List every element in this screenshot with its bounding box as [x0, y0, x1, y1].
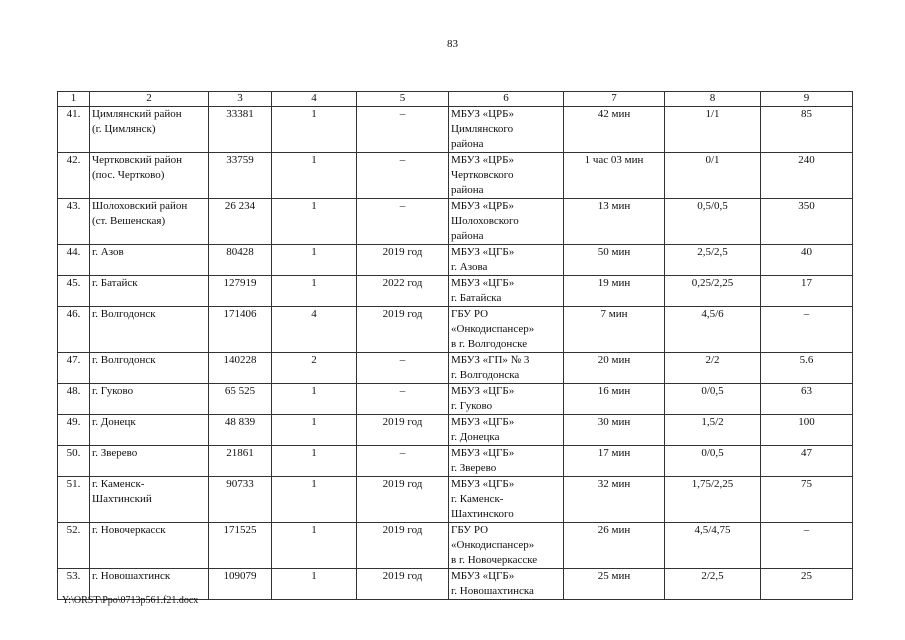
cell-count: 1: [272, 569, 357, 600]
cell-number: 42.: [58, 153, 90, 199]
cell-ratio: 0/0,5: [665, 384, 761, 415]
cell-line: г. Волгодонск: [92, 354, 156, 366]
cell-line: Шахтинского: [451, 508, 514, 520]
cell-population: 48 839: [209, 415, 272, 446]
cell-ratio: 1,5/2: [665, 415, 761, 446]
cell-year: –: [357, 199, 449, 245]
column-header: 1: [58, 92, 90, 107]
cell-line: ГБУ РО: [451, 308, 489, 320]
cell-line: г. Азов: [92, 246, 124, 258]
cell-line: г. Каменск-: [451, 493, 504, 505]
cell-time: 17 мин: [564, 446, 665, 477]
cell-line: «Онкодиспансер»: [451, 323, 535, 335]
cell-population: 90733: [209, 477, 272, 523]
cell-time: 50 мин: [564, 245, 665, 276]
cell-line: района: [451, 184, 484, 196]
cell-line: Шолоховского: [451, 215, 519, 227]
column-header: 6: [449, 92, 564, 107]
cell-value: 75: [761, 477, 853, 523]
cell-area: [90, 446, 209, 477]
cell-institution: [449, 477, 564, 523]
table-row: [58, 353, 853, 384]
cell-population: 140228: [209, 353, 272, 384]
cell-number: 46.: [58, 307, 90, 353]
cell-line: г. Гуково: [92, 385, 134, 397]
cell-number: 44.: [58, 245, 90, 276]
table-row: [58, 415, 853, 446]
cell-line: Чертковского: [451, 169, 514, 181]
cell-area: [90, 153, 209, 199]
cell-line: Шахтинский: [92, 493, 152, 505]
cell-count: 1: [272, 384, 357, 415]
cell-year: 2019 год: [357, 415, 449, 446]
cell-count: 1: [272, 153, 357, 199]
cell-count: 1: [272, 446, 357, 477]
table-row: [58, 523, 853, 569]
column-header: 9: [761, 92, 853, 107]
page-number: 83: [447, 38, 458, 50]
cell-time: 26 мин: [564, 523, 665, 569]
cell-line: МБУЗ «ЦГБ»: [451, 385, 515, 397]
cell-line: г. Новошахтинска: [451, 585, 534, 597]
cell-year: 2019 год: [357, 245, 449, 276]
cell-area: [90, 107, 209, 153]
cell-line: МБУЗ «ЦГБ»: [451, 246, 515, 258]
cell-institution: [449, 353, 564, 384]
cell-population: 65 525: [209, 384, 272, 415]
cell-time: 1 час 03 мин: [564, 153, 665, 199]
cell-number: 48.: [58, 384, 90, 415]
column-header: 7: [564, 92, 665, 107]
cell-line: МБУЗ «ЦРБ»: [451, 154, 514, 166]
table-row: [58, 446, 853, 477]
data-table: [57, 91, 853, 600]
cell-value: 47: [761, 446, 853, 477]
cell-line: МБУЗ «ЦГБ»: [451, 478, 515, 490]
cell-line: района: [451, 230, 484, 242]
cell-year: 2022 год: [357, 276, 449, 307]
column-header: 5: [357, 92, 449, 107]
cell-year: –: [357, 446, 449, 477]
cell-number: 49.: [58, 415, 90, 446]
cell-line: в г. Волгодонске: [451, 338, 528, 350]
cell-value: 5.6: [761, 353, 853, 384]
cell-line: МБУЗ «ЦГБ»: [451, 570, 515, 582]
cell-line: МБУЗ «ЦГБ»: [451, 277, 515, 289]
cell-line: (г. Цимлянск): [92, 123, 156, 135]
cell-ratio: 1/1: [665, 107, 761, 153]
cell-institution: [449, 415, 564, 446]
cell-population: 21861: [209, 446, 272, 477]
file-path-footer: Y:\ORST\Ppo\0713p561.f21.docx: [62, 595, 199, 606]
cell-line: района: [451, 138, 484, 150]
cell-count: 1: [272, 107, 357, 153]
cell-area: [90, 415, 209, 446]
cell-count: 1: [272, 415, 357, 446]
cell-line: в г. Новочеркасске: [451, 554, 538, 566]
cell-population: 171525: [209, 523, 272, 569]
column-header: 3: [209, 92, 272, 107]
cell-population: 33759: [209, 153, 272, 199]
cell-line: г. Каменск-: [92, 478, 145, 490]
cell-time: 13 мин: [564, 199, 665, 245]
cell-time: 20 мин: [564, 353, 665, 384]
cell-line: Чертковский район: [92, 154, 183, 166]
table-body: [58, 107, 853, 600]
cell-line: г. Новочеркасск: [92, 524, 166, 536]
cell-year: 2019 год: [357, 307, 449, 353]
column-header: 2: [90, 92, 209, 107]
cell-value: 100: [761, 415, 853, 446]
cell-value: 240: [761, 153, 853, 199]
table-row: [58, 245, 853, 276]
cell-line: г. Зверево: [92, 447, 138, 459]
cell-area: [90, 245, 209, 276]
cell-ratio: 0/0,5: [665, 446, 761, 477]
cell-institution: [449, 446, 564, 477]
cell-line: ГБУ РО: [451, 524, 489, 536]
cell-time: 16 мин: [564, 384, 665, 415]
cell-area: [90, 523, 209, 569]
cell-value: 40: [761, 245, 853, 276]
cell-ratio: 4,5/4,75: [665, 523, 761, 569]
cell-ratio: 0,25/2,25: [665, 276, 761, 307]
cell-institution: [449, 569, 564, 600]
cell-line: МБУЗ «ЦРБ»: [451, 200, 514, 212]
cell-ratio: 0/1: [665, 153, 761, 199]
cell-time: 30 мин: [564, 415, 665, 446]
cell-line: Цимлянский район: [92, 108, 182, 120]
cell-population: 127919: [209, 276, 272, 307]
cell-line: г. Батайск: [92, 277, 138, 289]
cell-institution: [449, 245, 564, 276]
cell-value: 17: [761, 276, 853, 307]
cell-number: 50.: [58, 446, 90, 477]
cell-line: МБУЗ «ЦГБ»: [451, 416, 515, 428]
cell-count: 2: [272, 353, 357, 384]
cell-count: 1: [272, 477, 357, 523]
cell-area: [90, 477, 209, 523]
cell-line: (пос. Чертково): [92, 169, 165, 181]
cell-year: 2019 год: [357, 523, 449, 569]
cell-year: 2019 год: [357, 477, 449, 523]
cell-institution: [449, 153, 564, 199]
cell-line: г. Донецк: [92, 416, 136, 428]
table-row: [58, 153, 853, 199]
cell-institution: [449, 199, 564, 245]
cell-year: –: [357, 153, 449, 199]
cell-line: МБУЗ «ЦГБ»: [451, 447, 515, 459]
cell-ratio: 1,75/2,25: [665, 477, 761, 523]
cell-year: –: [357, 384, 449, 415]
cell-time: 32 мин: [564, 477, 665, 523]
cell-value: –: [761, 307, 853, 353]
cell-time: 19 мин: [564, 276, 665, 307]
cell-line: г. Волгодонск: [92, 308, 156, 320]
column-header: 8: [665, 92, 761, 107]
cell-value: 25: [761, 569, 853, 600]
cell-line: «Онкодиспансер»: [451, 539, 535, 551]
cell-value: 350: [761, 199, 853, 245]
table-row: [58, 199, 853, 245]
cell-area: [90, 276, 209, 307]
cell-ratio: 2/2: [665, 353, 761, 384]
cell-number: 52.: [58, 523, 90, 569]
cell-institution: [449, 276, 564, 307]
cell-number: 43.: [58, 199, 90, 245]
cell-line: г. Гуково: [451, 400, 493, 412]
cell-count: 1: [272, 276, 357, 307]
cell-line: г. Батайска: [451, 292, 502, 304]
cell-line: г. Новошахтинск: [92, 570, 171, 582]
cell-line: МБУЗ «ЦРБ»: [451, 108, 514, 120]
cell-population: 109079: [209, 569, 272, 600]
cell-area: [90, 353, 209, 384]
cell-population: 26 234: [209, 199, 272, 245]
column-header: 4: [272, 92, 357, 107]
cell-area: [90, 199, 209, 245]
cell-value: 63: [761, 384, 853, 415]
cell-year: –: [357, 107, 449, 153]
cell-ratio: 4,5/6: [665, 307, 761, 353]
cell-population: 80428: [209, 245, 272, 276]
cell-number: 51.: [58, 477, 90, 523]
cell-number: 41.: [58, 107, 90, 153]
table-row: [58, 307, 853, 353]
cell-line: МБУЗ «ГП» № 3: [451, 354, 530, 366]
cell-number: 47.: [58, 353, 90, 384]
cell-population: 33381: [209, 107, 272, 153]
cell-year: –: [357, 353, 449, 384]
cell-number: 45.: [58, 276, 90, 307]
table-row: [58, 477, 853, 523]
cell-count: 4: [272, 307, 357, 353]
cell-ratio: 2,5/2,5: [665, 245, 761, 276]
cell-ratio: 0,5/0,5: [665, 199, 761, 245]
cell-line: г. Зверево: [451, 462, 497, 474]
table-row: [58, 276, 853, 307]
cell-value: 85: [761, 107, 853, 153]
cell-ratio: 2/2,5: [665, 569, 761, 600]
table-row: [58, 107, 853, 153]
cell-count: 1: [272, 245, 357, 276]
cell-time: 25 мин: [564, 569, 665, 600]
cell-count: 1: [272, 523, 357, 569]
cell-institution: [449, 384, 564, 415]
cell-line: Цимлянского: [451, 123, 514, 135]
cell-line: (ст. Вешенская): [92, 215, 166, 227]
cell-institution: [449, 523, 564, 569]
cell-count: 1: [272, 199, 357, 245]
cell-population: 171406: [209, 307, 272, 353]
cell-year: 2019 год: [357, 569, 449, 600]
cell-line: г. Донецка: [451, 431, 500, 443]
cell-institution: [449, 307, 564, 353]
table-row: [58, 384, 853, 415]
cell-time: 42 мин: [564, 107, 665, 153]
cell-area: [90, 384, 209, 415]
cell-institution: [449, 107, 564, 153]
cell-value: –: [761, 523, 853, 569]
cell-line: Шолоховский район: [92, 200, 188, 212]
cell-number: 53.: [58, 569, 90, 600]
cell-line: г. Азова: [451, 261, 488, 273]
cell-area: [90, 307, 209, 353]
cell-time: 7 мин: [564, 307, 665, 353]
cell-line: г. Волгодонска: [451, 369, 520, 381]
table-header-row: [58, 92, 853, 107]
